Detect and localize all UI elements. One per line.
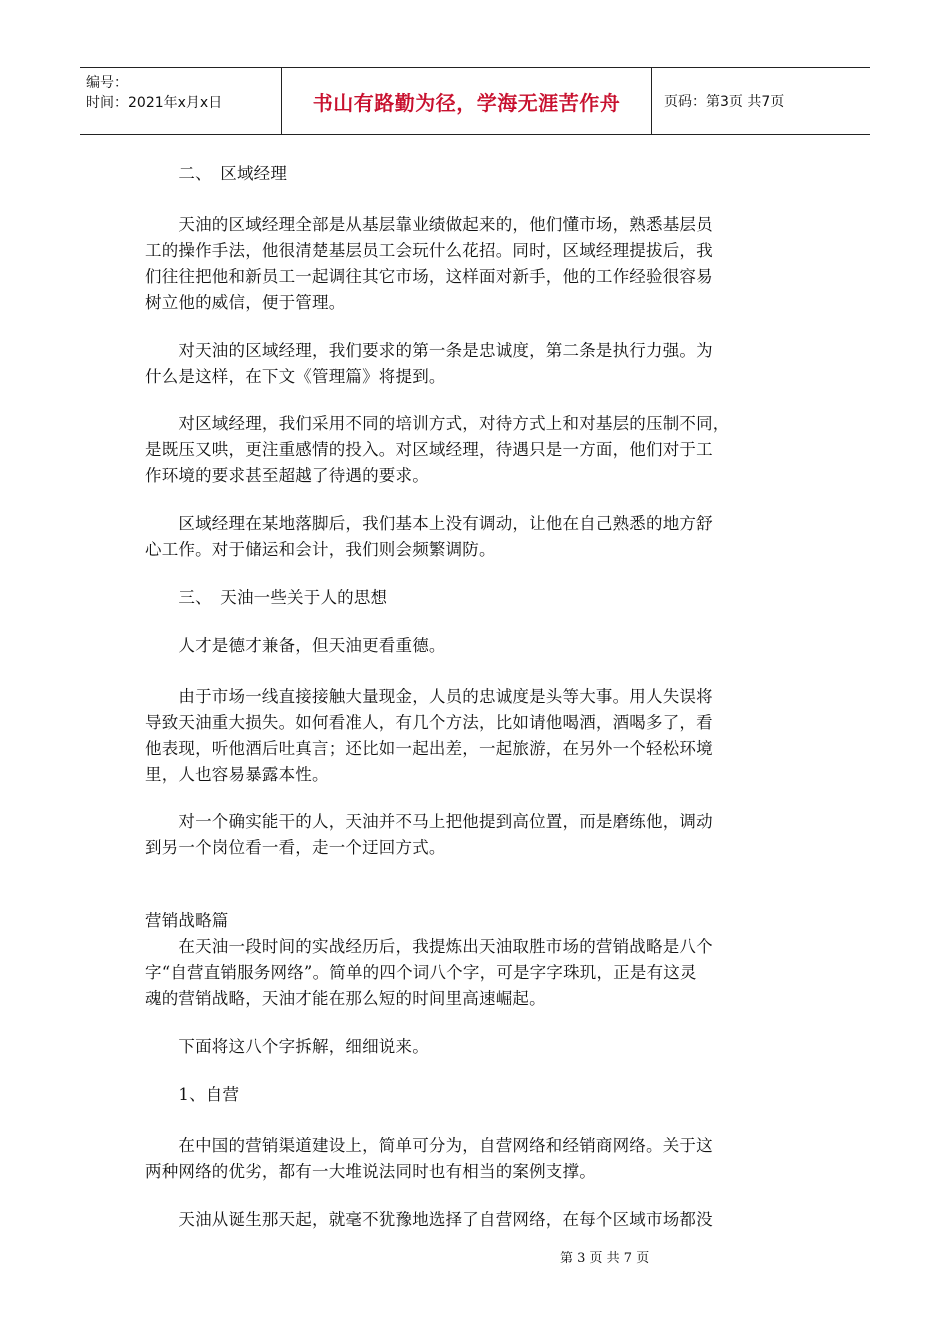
section-heading: 三、 天油一些关于人的思想 (145, 588, 388, 607)
body-line: 他表现，听他酒后吐真言；还比如一起出差，一起旅游，在另外一个轻松环境 (145, 739, 713, 758)
body-line: 天油从诞生那天起，就毫不犹豫地选择了自营网络，在每个区域市场都没 (145, 1210, 713, 1229)
doc-number-label: 编号： (86, 75, 128, 91)
body-line: 们往往把他和新员工一起调往其它市场，这样面对新手，他的工作经验很容易 (145, 267, 713, 286)
body-line: 在天油一段时间的实战经历后，我提炼出天油取胜市场的营销战略是八个 (145, 937, 713, 956)
body-line: 心工作。对于储运和会计，我们则会频繁调防。 (145, 540, 496, 559)
body-line: 里，人也容易暴露本性。 (145, 765, 329, 784)
section-heading: 二、 区域经理 (145, 164, 288, 183)
body-line: 是既压又哄，更注重感情的投入。对区域经理，待遇只是一方面，他们对于工 (145, 440, 713, 459)
body-line: 工的操作手法，他很清楚基层员工会玩什么花招。同时，区域经理提拔后，我 (145, 241, 713, 260)
body-line: 由于市场一线直接接触大量现金，人员的忠诚度是头等大事。用人失误将 (145, 687, 713, 706)
doc-date-label: 时间：2021年x月x日 (86, 95, 223, 111)
chapter-title: 营销战略篇 (145, 911, 229, 930)
body-line: 对一个确实能干的人，天油并不马上把他提到高位置，而是磨练他，调动 (145, 812, 713, 831)
header-motto-cell (282, 68, 652, 134)
body-line: 两种网络的优劣，都有一大堆说法同时也有相当的案例支撑。 (145, 1162, 596, 1181)
section-heading: 1、自营 (145, 1085, 240, 1104)
body-line: 天油的区域经理全部是从基层靠业绩做起来的，他们懂市场，熟悉基层员 (145, 215, 713, 234)
body-line: 导致天油重大损失。如何看准人，有几个方法，比如请他喝酒，酒喝多了，看 (145, 713, 713, 732)
body-line: 对区域经理，我们采用不同的培训方式，对待方式上和对基层的压制不同， (145, 414, 730, 433)
body-line: 区域经理在某地落脚后，我们基本上没有调动，让他在自己熟悉的地方舒 (145, 514, 713, 533)
page-header (80, 67, 870, 135)
body-line: 作环境的要求甚至超越了待遇的要求。 (145, 466, 429, 485)
body-line: 什么是这样，在下文《管理篇》将提到。 (145, 367, 446, 386)
page-footer: 第 3 页 共 7 页 (560, 1251, 650, 1266)
body-line: 对天油的区域经理，我们要求的第一条是忠诚度，第二条是执行力强。为 (145, 341, 713, 360)
header-page-cell (652, 68, 870, 134)
body-line: 字“自营直销服务网络”。简单的四个词八个字，可是字字珠玑，正是有这灵 (145, 963, 697, 982)
body-line: 下面将这八个字拆解，细细说来。 (145, 1037, 429, 1056)
body-line: 在中国的营销渠道建设上，简单可分为，自营网络和经销商网络。关于这 (145, 1136, 713, 1155)
body-line: 人才是德才兼备，但天油更看重德。 (145, 636, 446, 655)
body-line: 到另一个岗位看一看，走一个迂回方式。 (145, 838, 446, 857)
header-page-info: 页码：第3页 共7页 (664, 94, 785, 110)
header-motto: 书山有路勤为径，学海无涯苦作舟 (312, 90, 621, 115)
header-meta-cell (80, 68, 282, 134)
body-line: 树立他的威信，便于管理。 (145, 293, 346, 312)
body-line: 魂的营销战略，天油才能在那么短的时间里高速崛起。 (145, 989, 546, 1008)
